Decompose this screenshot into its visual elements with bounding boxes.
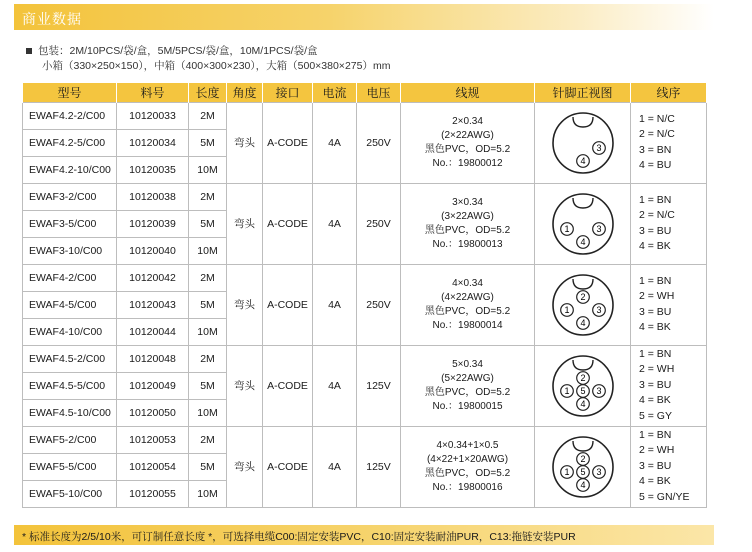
wire-order-line: 3 = BU — [639, 305, 672, 318]
pin-face-diagram — [548, 189, 618, 259]
wire-spec-line: 3×0.34 — [452, 196, 483, 208]
length-cell: 10M — [189, 480, 227, 507]
wire-spec-line: No.：19800012 — [432, 157, 503, 169]
part-number-cell: 10120054 — [117, 453, 189, 480]
part-number-cell: 10120049 — [117, 372, 189, 399]
part-number-cell: 10120043 — [117, 291, 189, 318]
length-cell: 10M — [189, 318, 227, 345]
wire-order-cell — [631, 183, 707, 264]
wire-order-line: 3 = BU — [639, 224, 672, 237]
angle-cell: 弯头 — [227, 345, 263, 426]
length-cell: 2M — [189, 102, 227, 129]
wire-spec-cell — [401, 345, 535, 426]
angle-cell: 弯头 — [227, 183, 263, 264]
wire-spec-line: 5×0.34 — [452, 358, 483, 370]
pin-view-cell — [535, 102, 631, 183]
wire-spec-cell — [401, 102, 535, 183]
table-row — [23, 183, 707, 210]
part-number-cell: 10120055 — [117, 480, 189, 507]
pin-1 — [560, 465, 573, 478]
wire-order-line: 1 = N/C — [639, 112, 675, 125]
wire-order-line: 2 = WH — [639, 444, 675, 457]
model-cell: EWAF3-10/C00 — [23, 237, 117, 264]
wire-order-line: 2 = WH — [639, 290, 675, 302]
wire-spec-line: (4×22AWG) — [441, 291, 494, 303]
pin-label: 4 — [579, 236, 586, 247]
wire-order-line: 1 = BN — [639, 428, 672, 441]
model-cell: EWAF3-2/C00 — [23, 183, 117, 210]
wire-spec-cell — [401, 426, 535, 507]
length-cell: 10M — [189, 237, 227, 264]
pin-label: 3 — [595, 385, 602, 396]
length-cell: 2M — [189, 426, 227, 453]
pin-label: 5 — [579, 385, 586, 396]
interface-cell: A-CODE — [263, 264, 313, 345]
voltage-cell: 250V — [357, 183, 401, 264]
wire-order-line: 1 = BN — [639, 347, 672, 360]
length-cell: 5M — [189, 210, 227, 237]
current-cell: 4A — [313, 345, 357, 426]
model-cell: EWAF5-2/C00 — [23, 426, 117, 453]
col-header-wire-order: 线序 — [631, 83, 707, 102]
length-cell: 5M — [189, 453, 227, 480]
pin-view-cell — [535, 345, 631, 426]
wire-order-cell — [631, 345, 707, 426]
pin-1 — [560, 222, 573, 235]
wire-spec-cell — [401, 264, 535, 345]
packaging-line-1: 包装：2M/10PCS/袋/盒，5M/5PCS/袋/盒，10M/1PCS/袋/盒 — [38, 45, 318, 57]
wire-order-line: 1 = BN — [639, 193, 672, 206]
wire-order-line: 3 = BN — [639, 143, 672, 156]
wire-order-line: 1 = BN — [639, 274, 672, 287]
length-cell: 10M — [189, 399, 227, 426]
pin-label: 2 — [579, 453, 586, 464]
pin-face-diagram — [548, 432, 618, 502]
table-row — [23, 345, 707, 372]
wire-order-line: 4 = BK — [639, 240, 671, 252]
wire-spec-line: 黑色PVC，OD=5.2 — [424, 467, 511, 479]
pin-label: 3 — [595, 223, 602, 234]
pin-view-cell — [535, 426, 631, 507]
pin-1 — [560, 303, 573, 316]
voltage-cell: 250V — [357, 264, 401, 345]
length-cell: 5M — [189, 129, 227, 156]
pin-face-diagram — [548, 270, 618, 340]
wire-spec-line: No.：19800015 — [432, 400, 503, 412]
wire-spec-line: (4×22+1×20AWG) — [426, 453, 509, 465]
pin-label: 3 — [595, 142, 602, 153]
current-cell: 4A — [313, 426, 357, 507]
pin-2 — [576, 371, 589, 384]
packaging-line-2: 小箱（330×250×150），中箱（400×300×230），大箱（500×380×275）mm — [42, 60, 391, 72]
wire-spec-line: 黑色PVC，OD=5.2 — [424, 386, 511, 398]
pin-label: 1 — [563, 223, 570, 234]
pin-label: 2 — [579, 291, 586, 302]
pin-face-diagram — [548, 108, 618, 178]
pin-label: 4 — [579, 479, 586, 490]
part-number-cell: 10120038 — [117, 183, 189, 210]
part-number-cell: 10120039 — [117, 210, 189, 237]
wire-order-line: 4 = BK — [639, 321, 671, 333]
part-number-cell: 10120034 — [117, 129, 189, 156]
model-cell: EWAF3-5/C00 — [23, 210, 117, 237]
pin-4 — [576, 316, 589, 329]
pin-1 — [560, 384, 573, 397]
interface-cell: A-CODE — [263, 426, 313, 507]
col-header-angle: 角度 — [227, 83, 263, 102]
model-cell: EWAF4-2/C00 — [23, 264, 117, 291]
pin-label: 5 — [579, 466, 586, 477]
spec-table — [22, 83, 707, 508]
col-header-voltage: 电压 — [357, 83, 401, 102]
pin-label: 1 — [563, 304, 570, 315]
current-cell: 4A — [313, 264, 357, 345]
pin-face-diagram — [548, 351, 618, 421]
part-number-cell: 10120048 — [117, 345, 189, 372]
model-cell: EWAF5-10/C00 — [23, 480, 117, 507]
wire-spec-line: 4×0.34 — [452, 277, 483, 289]
col-header-length: 长度 — [189, 83, 227, 102]
pin-label: 1 — [563, 466, 570, 477]
model-cell: EWAF5-5/C00 — [23, 453, 117, 480]
pin-label: 1 — [563, 385, 570, 396]
pin-label: 3 — [595, 466, 602, 477]
col-header-part: 料号 — [117, 83, 189, 102]
col-header-current: 电流 — [313, 83, 357, 102]
pin-5 — [576, 384, 589, 397]
model-cell: EWAF4.5-5/C00 — [23, 372, 117, 399]
length-cell: 2M — [189, 345, 227, 372]
pin-3 — [592, 141, 605, 154]
part-number-cell: 10120053 — [117, 426, 189, 453]
wire-order-line: 2 = N/C — [639, 209, 675, 221]
pin-label: 4 — [579, 398, 586, 409]
length-cell: 10M — [189, 156, 227, 183]
angle-cell: 弯头 — [227, 102, 263, 183]
wire-order-cell — [631, 102, 707, 183]
pin-label: 2 — [579, 372, 586, 383]
angle-cell: 弯头 — [227, 264, 263, 345]
model-cell: EWAF4.2-2/C00 — [23, 102, 117, 129]
section-title: 商业数据 — [22, 11, 82, 27]
wire-spec-line: (3×22AWG) — [441, 210, 494, 222]
wire-order-cell — [631, 426, 707, 507]
angle-cell: 弯头 — [227, 426, 263, 507]
wire-spec-line: 黑色PVC，OD=5.2 — [424, 143, 511, 155]
pin-4 — [576, 154, 589, 167]
part-number-cell: 10120033 — [117, 102, 189, 129]
wire-spec-line: (5×22AWG) — [441, 372, 494, 384]
model-cell: EWAF4.5-2/C00 — [23, 345, 117, 372]
wire-order-line: 4 = BK — [639, 475, 671, 488]
length-cell: 2M — [189, 183, 227, 210]
col-header-interface: 接口 — [263, 83, 313, 102]
wire-spec-line: (2×22AWG) — [441, 129, 494, 141]
bullet-square-icon — [26, 48, 32, 54]
part-number-cell: 10120044 — [117, 318, 189, 345]
pin-label: 4 — [579, 155, 586, 166]
part-number-cell: 10120042 — [117, 264, 189, 291]
wire-order-line: 4 = BK — [639, 394, 671, 407]
voltage-cell: 125V — [357, 426, 401, 507]
current-cell: 4A — [313, 183, 357, 264]
wire-order-line: 2 = N/C — [639, 128, 675, 140]
wire-order-line: 5 = GY — [639, 409, 672, 422]
part-number-cell: 10120040 — [117, 237, 189, 264]
table-row — [23, 426, 707, 453]
pin-4 — [576, 235, 589, 248]
pin-3 — [592, 303, 605, 316]
model-cell: EWAF4.2-10/C00 — [23, 156, 117, 183]
model-cell: EWAF4.5-10/C00 — [23, 399, 117, 426]
wire-order-line: 5 = GN/YE — [639, 490, 690, 503]
part-number-cell: 10120035 — [117, 156, 189, 183]
col-header-pin-view: 针脚正视图 — [535, 83, 631, 102]
footnote-text: * 标准长度为2/5/10米，可订制任意长度 *，可选择电缆C00:固定安装PVC，C10:固定安装耐油PUR，C13:拖链安装PUR — [22, 531, 576, 543]
table-header-row — [23, 83, 707, 102]
wire-spec-line: 4×0.34+1×0.5 — [436, 439, 499, 451]
current-cell: 4A — [313, 102, 357, 183]
wire-spec-cell — [401, 183, 535, 264]
pin-view-cell — [535, 264, 631, 345]
pin-3 — [592, 465, 605, 478]
wire-spec-line: 黑色PVC，OD=5.2 — [424, 305, 511, 317]
col-header-model: 型号 — [23, 83, 117, 102]
interface-cell: A-CODE — [263, 345, 313, 426]
wire-spec-line: 黑色PVC，OD=5.2 — [424, 224, 511, 236]
table-row — [23, 102, 707, 129]
wire-spec-line: 2×0.34 — [452, 115, 483, 127]
part-number-cell: 10120050 — [117, 399, 189, 426]
model-cell: EWAF4-10/C00 — [23, 318, 117, 345]
wire-order-line: 2 = WH — [639, 363, 675, 376]
col-header-wire-spec: 线规 — [401, 83, 535, 102]
packaging-info — [26, 44, 390, 74]
pin-2 — [576, 290, 589, 303]
pin-5 — [576, 465, 589, 478]
model-cell: EWAF4-5/C00 — [23, 291, 117, 318]
pin-4 — [576, 478, 589, 491]
pin-2 — [576, 452, 589, 465]
pin-view-cell — [535, 183, 631, 264]
section-header-bar — [14, 4, 714, 30]
voltage-cell: 125V — [357, 345, 401, 426]
pin-3 — [592, 222, 605, 235]
length-cell: 5M — [189, 291, 227, 318]
pin-label: 3 — [595, 304, 602, 315]
pin-label: 4 — [579, 317, 586, 328]
wire-order-cell — [631, 264, 707, 345]
pin-3 — [592, 384, 605, 397]
wire-order-line: 3 = BU — [639, 459, 672, 472]
wire-order-line: 3 = BU — [639, 378, 672, 391]
interface-cell: A-CODE — [263, 183, 313, 264]
pin-4 — [576, 397, 589, 410]
wire-spec-line: No.：19800016 — [432, 481, 503, 493]
model-cell: EWAF4.2-5/C00 — [23, 129, 117, 156]
wire-spec-line: No.：19800013 — [432, 238, 503, 250]
table-row — [23, 264, 707, 291]
wire-spec-line: No.：19800014 — [432, 319, 503, 331]
wire-order-line: 4 = BU — [639, 159, 672, 171]
length-cell: 2M — [189, 264, 227, 291]
voltage-cell: 250V — [357, 102, 401, 183]
interface-cell: A-CODE — [263, 102, 313, 183]
length-cell: 5M — [189, 372, 227, 399]
